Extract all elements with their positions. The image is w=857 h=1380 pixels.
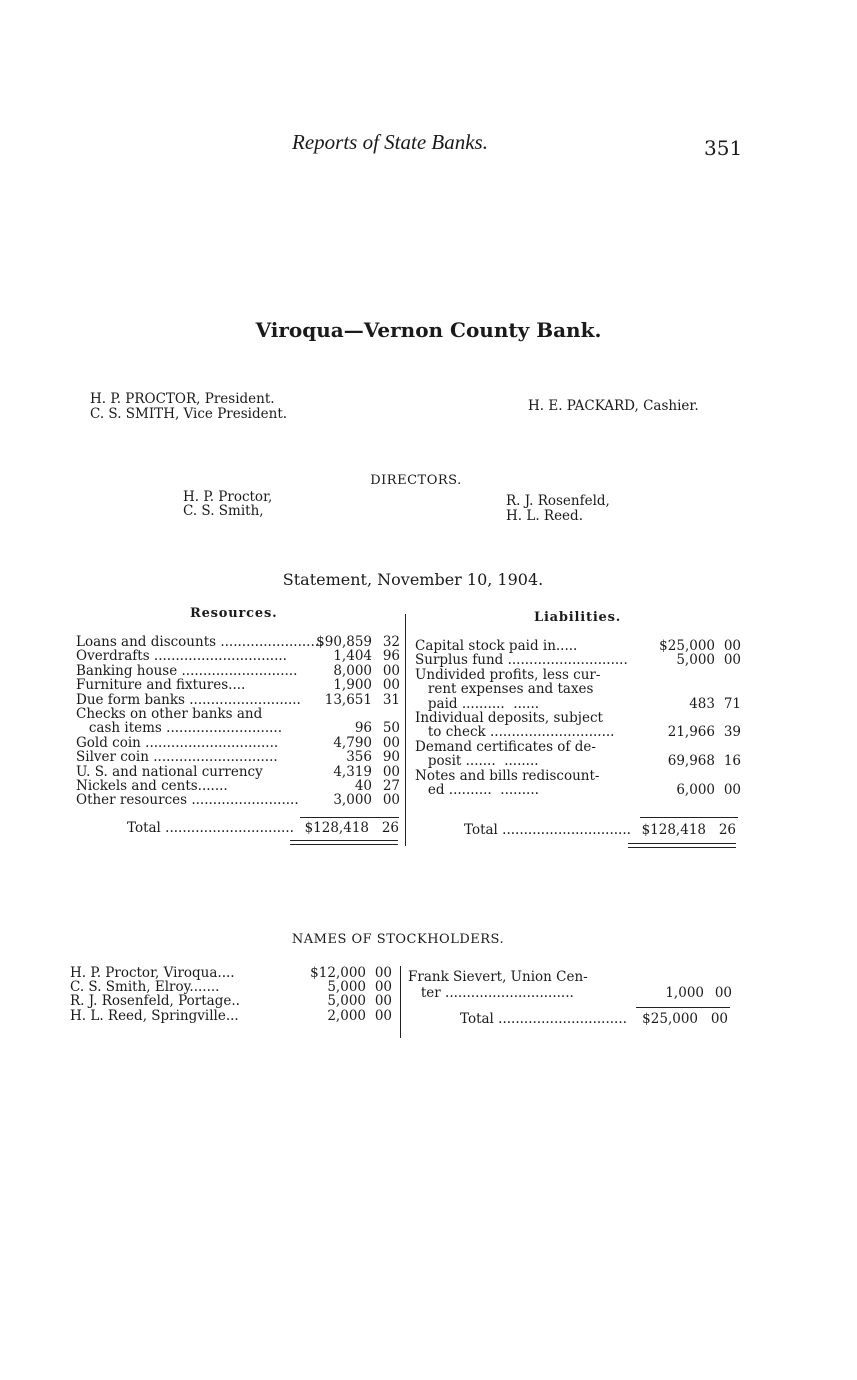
resource-row-dollars: 3,000 (333, 792, 372, 809)
stockholder-row-dollars (622, 970, 704, 984)
resource-row-label: Nickels and cents....... (76, 778, 228, 794)
liability-row-cents (715, 711, 741, 725)
resource-row-dollars: 13,651 (324, 691, 372, 708)
liability-row-dollars: 21,966 (667, 724, 715, 741)
resource-row (76, 635, 400, 649)
officer-vice-president: C. S. SMITH, Vice President. (90, 406, 288, 422)
liability-row-cents: 39 (723, 724, 741, 741)
resource-row-label: cash items ........................... (76, 720, 283, 737)
column-divider (405, 614, 406, 846)
liability-row-dollars: 5,000 (676, 652, 715, 669)
liability-row (415, 639, 741, 653)
resource-row-label: Checks on other banks and (76, 706, 263, 722)
liability-row-label: ed .......... ......... (415, 782, 539, 798)
stockholders-divider (400, 966, 401, 1038)
resource-row (76, 750, 400, 764)
resources-double-rule-2 (290, 844, 398, 845)
resource-row-label: Furniture and fixtures.... (76, 677, 246, 694)
resource-row-dollars: 1,900 (333, 677, 372, 694)
stockholder-row-cents (704, 970, 732, 984)
liabilities-total-dollars: $128,418 (641, 822, 706, 838)
liability-row-cents (715, 682, 741, 696)
liability-row-label: Surplus fund ............................ (415, 652, 628, 669)
resource-row-cents: 00 (382, 734, 400, 751)
resource-row-dollars: 356 (346, 749, 372, 766)
liability-row-label: Notes and bills rediscount- (415, 767, 600, 784)
stockholder-row (70, 1009, 392, 1023)
stockholder-row-cents: 00 (374, 1007, 392, 1024)
resource-row-label: Other resources ......................... (76, 792, 299, 809)
resource-row-label: Banking house ........................... (76, 662, 298, 679)
resource-row-cents: 00 (382, 792, 400, 809)
resource-row-label: Overdrafts ............................... (76, 648, 287, 665)
resource-row (76, 793, 400, 807)
liability-row-dollars (631, 682, 715, 696)
liability-row-dollars: 483 (689, 695, 715, 712)
resource-row-cents: 90 (382, 749, 400, 766)
stockholder-row-dollars: $12,000 (310, 965, 366, 981)
liabilities-double-rule-1 (628, 843, 736, 844)
liability-row-dollars: $25,000 (659, 638, 715, 654)
stockholder-row-dollars: 2,000 (327, 1007, 366, 1024)
stockholders-total-dollars: $25,000 (642, 1011, 698, 1027)
resource-row (76, 707, 400, 721)
resources-total-label: Total .............................. (127, 820, 294, 836)
resources-total-row (127, 821, 399, 835)
resources-total-dollars: $128,418 (304, 820, 369, 836)
liability-row-dollars (631, 711, 715, 725)
liability-row-label: rent expenses and taxes (415, 681, 594, 698)
stockholder-row-label: H. L. Reed, Springville... (70, 1007, 239, 1024)
stockholders-total-label: Total .............................. (460, 1011, 627, 1027)
stockholder-row-label: C. S. Smith, Elroy....... (70, 979, 220, 996)
resource-row-label: Gold coin ............................... (76, 734, 279, 751)
liability-row (415, 682, 741, 696)
stockholder-row-cents: 00 (374, 965, 392, 981)
resource-row-cents: 32 (382, 634, 400, 650)
stockholder-row-cents: 00 (374, 979, 392, 996)
stockholder-row (70, 980, 392, 994)
liability-row (415, 783, 741, 797)
resource-row-dollars: $90,859 (316, 634, 372, 650)
resource-row-cents: 00 (382, 763, 400, 780)
page-number: 351 (704, 136, 743, 160)
resource-row (76, 678, 400, 692)
resource-row-label: Loans and discounts ........................ (76, 634, 324, 650)
director-right-2: H. L. Reed. (506, 508, 583, 524)
liabilities-total-cents: 26 (718, 822, 736, 838)
stockholder-row-label: ter .............................. (408, 985, 574, 1001)
resource-row-dollars: 4,790 (333, 734, 372, 751)
liability-row-dollars (631, 769, 715, 783)
officer-cashier: H. E. PACKARD, Cashier. (528, 398, 699, 414)
resource-row (76, 779, 400, 793)
liabilities-total-label: Total .............................. (464, 822, 631, 838)
stockholder-row (408, 970, 732, 984)
liabilities-heading: Liabilities. (534, 610, 622, 625)
liability-row-label: Individual deposits, subject (415, 710, 603, 726)
liability-row (415, 668, 741, 682)
resource-row (76, 721, 400, 735)
director-left-1: H. P. Proctor, (183, 489, 273, 505)
stockholders-heading: NAMES OF STOCKHOLDERS. (291, 932, 505, 947)
liability-row (415, 740, 741, 754)
resources-total-cents: 26 (381, 820, 399, 836)
liability-row-label: posit ....... ........ (415, 753, 539, 770)
stockholder-row-dollars: 1,000 (665, 985, 704, 1001)
liability-row (415, 769, 741, 783)
resource-row-cents: 96 (382, 648, 400, 665)
liabilities-total-row (464, 823, 736, 837)
liability-row-label: paid .......... ...... (415, 695, 540, 712)
bank-title: Viroqua—Vernon County Bank. (255, 318, 602, 342)
stockholder-row (408, 986, 732, 1000)
stockholder-row-cents: 00 (714, 985, 732, 1001)
resource-row-label: U. S. and national currency (76, 763, 263, 780)
resource-row (76, 765, 400, 779)
resource-row-cents: 00 (382, 662, 400, 679)
resources-total-rule (300, 817, 399, 818)
liability-row-label: to check ............................. (415, 724, 615, 741)
resource-row (76, 664, 400, 678)
stockholder-row-cents: 00 (374, 993, 392, 1010)
resource-row-dollars: 1,404 (333, 648, 372, 665)
stockholder-row-dollars: 5,000 (327, 993, 366, 1010)
resource-row-dollars: 40 (354, 778, 372, 794)
resource-row-cents: 27 (382, 778, 400, 794)
liability-row-cents: 71 (723, 695, 741, 712)
resource-row-dollars: 96 (354, 720, 372, 737)
liability-row-label: Demand certificates of de- (415, 738, 596, 755)
liabilities-double-rule-2 (628, 847, 736, 848)
liability-row-cents (715, 740, 741, 754)
running-title: Reports of State Banks. (292, 130, 488, 154)
resource-row-dollars (294, 707, 372, 721)
stockholders-total-rule (636, 1007, 730, 1008)
liabilities-total-rule (640, 817, 738, 818)
director-left-2: C. S. Smith, (183, 503, 264, 519)
stockholder-row-label: H. P. Proctor, Viroqua.... (70, 965, 235, 981)
stockholder-row (70, 966, 392, 980)
resources-double-rule-1 (290, 840, 398, 841)
liability-row-dollars (631, 668, 715, 682)
resource-row-label: Due form banks .......................... (76, 691, 301, 708)
stockholder-row-dollars: 5,000 (327, 979, 366, 996)
stockholder-row-label: R. J. Rosenfeld, Portage.. (70, 993, 240, 1010)
director-right-1: R. J. Rosenfeld, (506, 493, 610, 509)
liability-row (415, 754, 741, 768)
liability-row (415, 697, 741, 711)
resource-row-dollars: 4,319 (333, 763, 372, 780)
stockholders-total-row (460, 1012, 728, 1026)
resource-row-cents: 31 (382, 691, 400, 708)
liability-row (415, 725, 741, 739)
resource-row-cents (372, 707, 400, 721)
resource-row (76, 649, 400, 663)
liability-row (415, 653, 741, 667)
liability-row-label: Capital stock paid in..... (415, 638, 578, 654)
resource-row-label: Silver coin ............................. (76, 749, 278, 766)
liability-row-cents: 00 (723, 638, 741, 654)
officer-president: H. P. PROCTOR, President. (90, 391, 275, 407)
liability-row-cents: 16 (723, 753, 741, 770)
resource-row (76, 736, 400, 750)
liability-row-dollars (631, 740, 715, 754)
liability-row-cents (715, 769, 741, 783)
statement-date: Statement, November 10, 1904. (282, 570, 544, 589)
liability-row-cents: 00 (723, 652, 741, 669)
liability-row (415, 711, 741, 725)
resource-row-dollars: 8,000 (333, 662, 372, 679)
directors-heading: DIRECTORS. (370, 473, 462, 488)
resource-row-cents: 00 (382, 677, 400, 694)
liability-row-dollars: 6,000 (676, 782, 715, 798)
liability-row-dollars: 69,968 (667, 753, 715, 770)
resource-row (76, 693, 400, 707)
stockholders-total-cents: 00 (710, 1011, 728, 1027)
resources-heading: Resources. (190, 606, 278, 621)
stockholder-row (70, 994, 392, 1008)
liability-row-cents (715, 668, 741, 682)
stockholder-row-label: Frank Sievert, Union Cen- (408, 969, 588, 985)
liability-row-label: Undivided profits, less cur- (415, 666, 601, 683)
resource-row-cents: 50 (382, 720, 400, 737)
liability-row-cents: 00 (723, 782, 741, 798)
